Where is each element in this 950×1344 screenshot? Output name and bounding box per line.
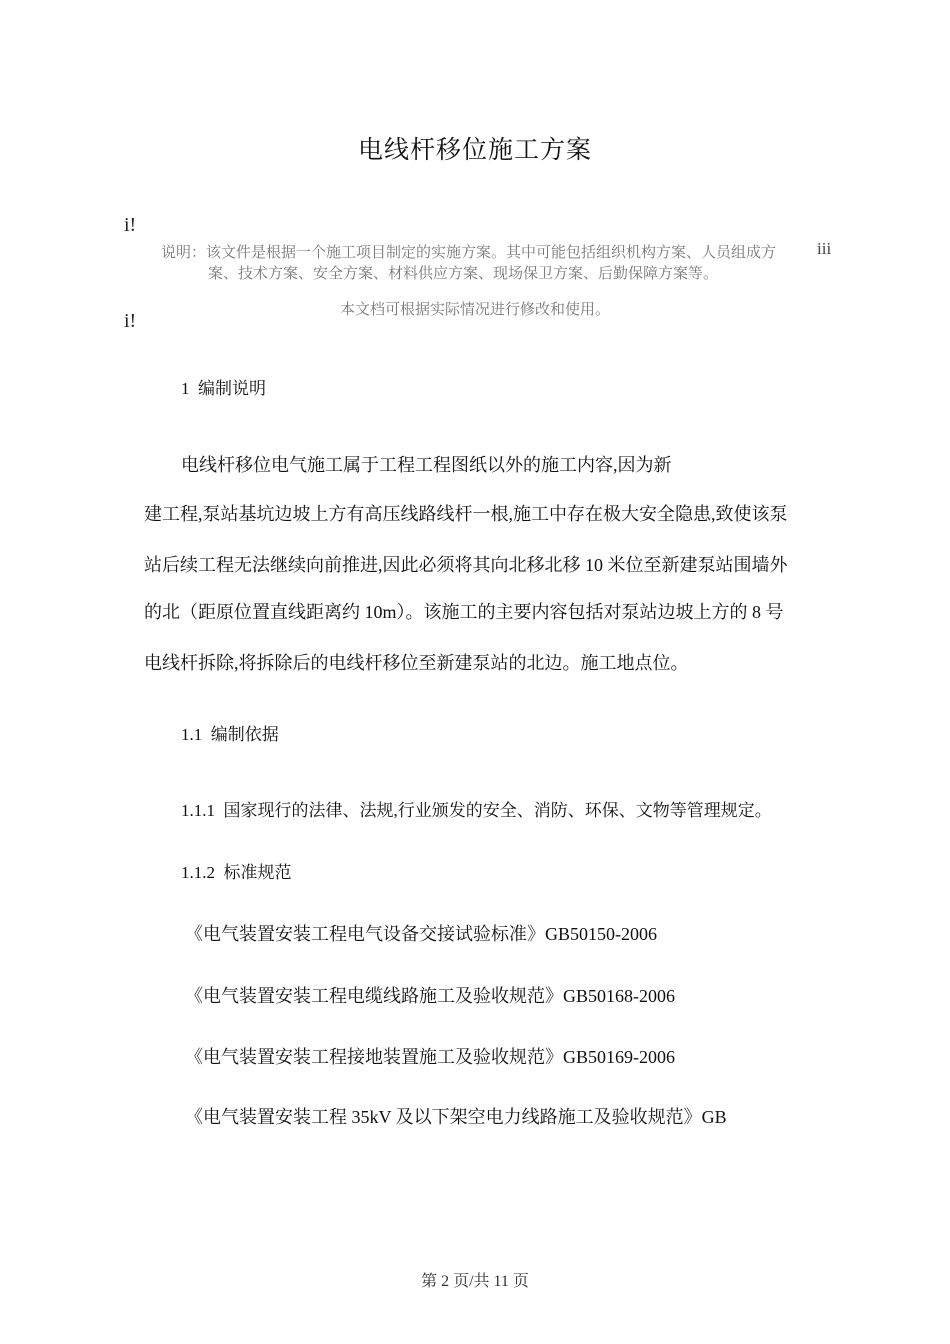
margin-mark-top: i!	[124, 214, 137, 236]
note-side-mark: iii	[817, 239, 832, 258]
note-line-1: 说明：该文件是根据一个施工项目制定的实施方案。其中可能包括组织机构方案、人员组成方	[161, 245, 777, 261]
reference-item: 《电气装置安装工程电缆线路施工及验收规范》GB50168-2006	[185, 986, 675, 1006]
reference-item: 《电气装置安装工程电气设备交接试验标准》GB50150-2006	[185, 924, 657, 944]
section-number: 1.1	[181, 725, 203, 744]
note-line-2: 案、技术方案、安全方案、材料供应方案、现场保卫方案、后勤保障方案等。	[208, 266, 719, 282]
reference-item: 《电气装置安装工程 35kV 及以下架空电力线路施工及验收规范》GB	[185, 1107, 727, 1127]
section-number: 1.1.1	[181, 801, 215, 820]
section-number: 1	[181, 379, 190, 398]
section-number: 1.1.2	[181, 863, 215, 882]
section-1-1-2-heading	[181, 858, 292, 883]
section-text: 国家现行的法律、法规,行业颁发的安全、消防、环保、文物等管理规定。	[223, 801, 772, 820]
note-line-3: 本文档可根据实际情况进行修改和使用。	[339, 302, 610, 318]
document-title: 电线杆移位施工方案	[357, 137, 592, 164]
section-title: 标准规范	[223, 863, 292, 882]
section-1-1-heading	[181, 720, 279, 745]
page-footer: 第 2 页/共 11 页	[421, 1273, 529, 1290]
paragraph-line-5: 电线杆拆除,将拆除后的电线杆移位至新建泵站的北边。施工地点位。	[144, 653, 689, 673]
paragraph-line-3: 站后续工程无法继续向前推进,因此必须将其向北移北移 10 米位至新建泵站围墙外	[144, 555, 788, 575]
paragraph-line-1: 电线杆移位电气施工属于工程工程图纸以外的施工内容,因为新	[181, 455, 672, 475]
paragraph-line-4: 的北（距原位置直线距离约 10m）。该施工的主要内容包括对泵站边坡上方的 8 号	[144, 602, 784, 622]
section-title: 编制依据	[210, 725, 279, 744]
margin-mark-bottom: i!	[124, 310, 137, 332]
section-title: 编制说明	[198, 379, 266, 398]
section-1-heading	[181, 374, 266, 399]
reference-item: 《电气装置安装工程接地装置施工及验收规范》GB50169-2006	[185, 1047, 675, 1067]
paragraph-line-2: 建工程,泵站基坑边坡上方有高压线路线杆一根,施工中存在极大安全隐患,致使该泵	[144, 504, 788, 524]
section-1-1-1	[181, 796, 772, 821]
